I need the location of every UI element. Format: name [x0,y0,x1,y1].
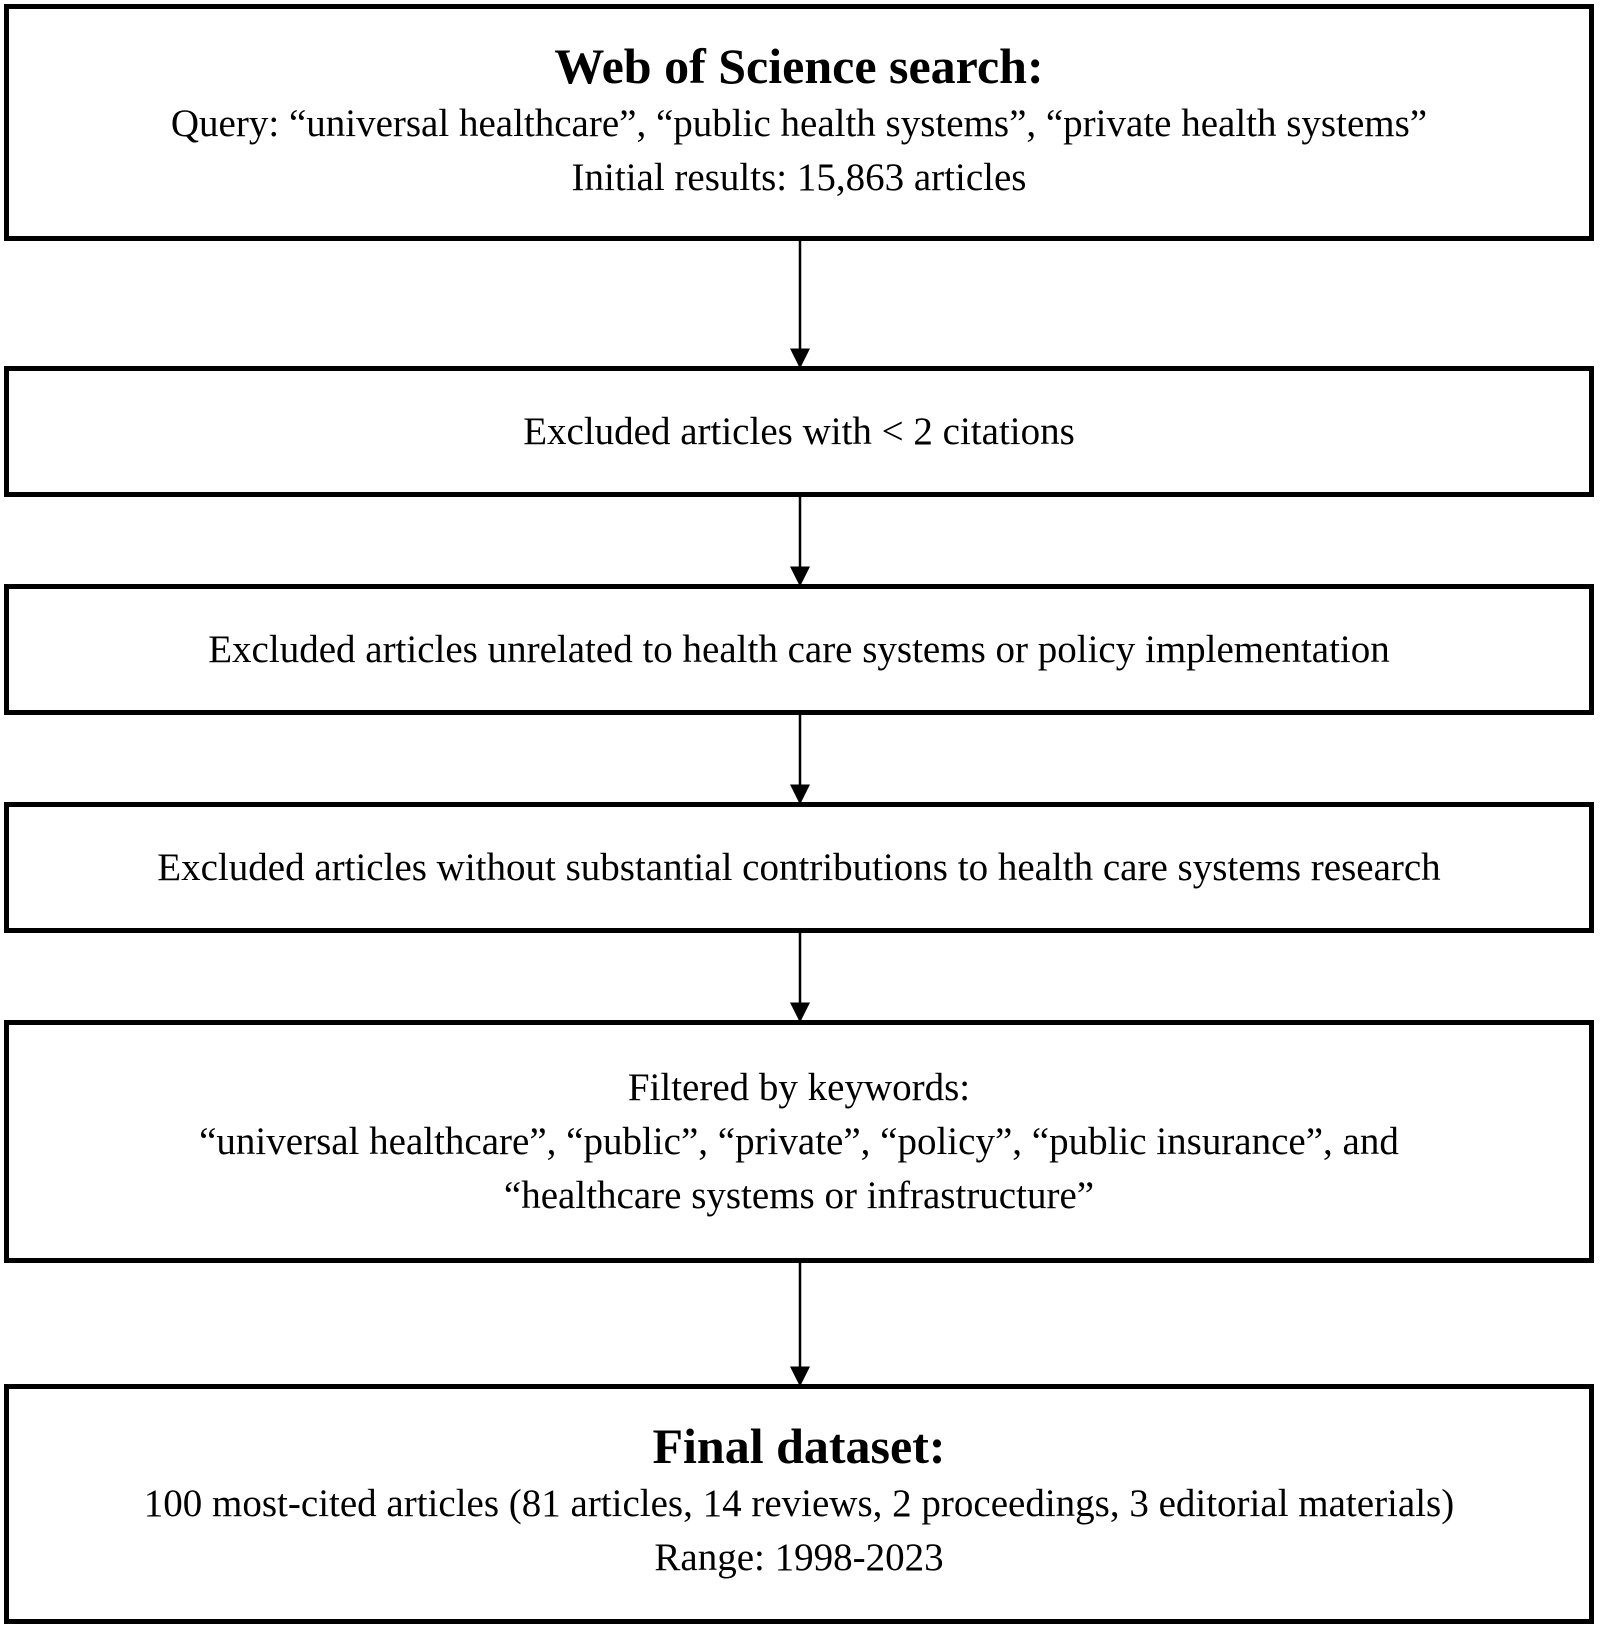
search-box [4,4,1594,241]
final-dataset-summary: 100 most-cited articles (81 articles, 14 reviews, 2 proceedings, 3 editorial materials) [143,1482,1455,1525]
unrelated-exclusion-text: Excluded articles unrelated to health care systems or policy implementation [208,627,1390,671]
citations-exclusion-box [4,366,1594,497]
search-query: Query: “universal healthcare”, “public health systems”, “private health systems” [170,101,1428,145]
keyword-filter-line-1: “universal healthcare”, “public”, “private”, “policy”, “public insurance”, and [199,1119,1399,1163]
final-dataset-title: Final dataset: [652,1418,946,1474]
contribution-exclusion-text: Excluded articles without substantial contributions to health care systems research [157,845,1441,889]
contribution-exclusion-box [4,802,1594,933]
keyword-filter-line-2: “healthcare systems or infrastructure” [503,1173,1095,1217]
keyword-filter-box [4,1020,1594,1263]
search-title: Web of Science search: [554,37,1044,94]
search-initial-results: Initial results: 15,863 articles [571,155,1027,199]
keyword-filter-heading: Filtered by keywords: [627,1065,971,1109]
unrelated-exclusion-box [4,584,1594,715]
final-dataset-box [4,1384,1594,1624]
citations-exclusion-text: Excluded articles with < 2 citations [523,409,1075,453]
final-dataset-range: Range: 1998-2023 [654,1536,944,1579]
